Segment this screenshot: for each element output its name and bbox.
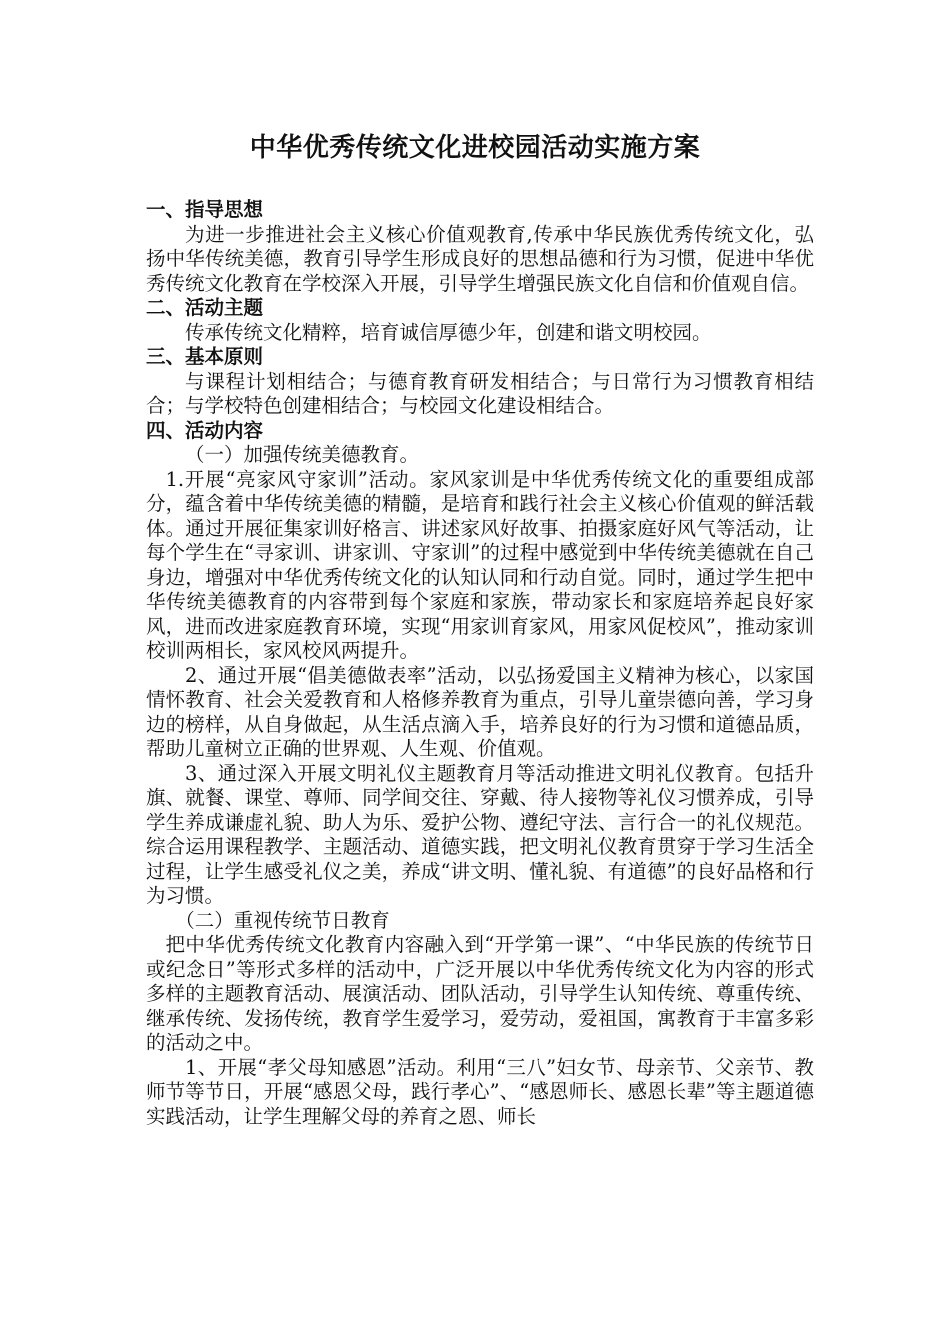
document-title: 中华优秀传统文化进校园活动实施方案 [249,133,701,163]
paragraph-filial-gratitude: 1、开展“孝父母知感恩”活动。利用“三八”妇女节、母亲节、父亲节、教师节等节日，开展“感恩父母，践行孝心”、“感恩师长、感恩长辈”等主题道德实践活动，让学生理解父母的养育之恩、师长 [146,1055,814,1128]
section-heading-guiding-ideology: 一、指导思想 [146,198,264,221]
subheading-festival-education: （二）重视传统节日教育 [175,908,390,932]
paragraph-festival-integration: 把中华优秀传统文化教育内容融入到“开学第一课”、“中华民族的传统节日或纪念日”等形式多样的活动中，广泛开展以中华优秀传统文化为内容的形式多样的主题教育活动、展演活动、团队活动，引导学生认知传统、尊重传统、继承传统、发扬传统，教育学生爱学习，爱劳动，爱祖国，寓教育于丰富多彩的活动之中。 [146,933,814,1054]
subheading-virtue-education: （一）加强传统美德教育。 [185,443,420,466]
paragraph-virtue-model: 2、通过开展“倡美德做表率”活动，以弘扬爱国主义精神为核心，以家国情怀教育、社会关爱教育和人格修养教育为重点，引导儿童崇德向善，学习身边的榜样，从自身做起，从生活点滴入手，培养良好的行为习惯和道德品质，帮助儿童树立正确的世界观、人生观、价值观。 [146,663,814,760]
paragraph-basic-principles: 与课程计划相结合；与德育教育研发相结合；与日常行为习惯教育相结合；与学校特色创建相结合；与校园文化建设相结合。 [146,369,814,417]
section-heading-basic-principles: 三、基本原则 [146,345,264,368]
paragraph-activity-theme: 传承传统文化精粹，培育诚信厚德少年，创建和谐文明校园。 [185,320,712,344]
paragraph-guiding-ideology: 为进一步推进社会主义核心价值观教育,传承中华民族优秀传统文化，弘扬中华传统美德，教育引导学生形成良好的思想品德和行为习惯，促进中华优秀传统文化教育在学校深入开展，引导学生增强民族文化自信和价值观自信。 [146,222,814,295]
section-heading-activity-theme: 二、活动主题 [146,296,264,319]
paragraph-family-motto: 1.开展“亮家风守家训”活动。家风家训是中华优秀传统文化的重要组成部分，蕴含着中华传统美德的精髓，是培育和践行社会主义核心价值观的鲜活载体。通过开展征集家训好格言、讲述家风好故事、拍摄家庭好风气等活动，让每个学生在“寻家训、讲家训、守家训”的过程中感觉到中华传统美德就在自己身边，增强对中华优秀传统文化的认知认同和行动自觉。同时，通过学生把中华传统美德教育的内容带到每个家庭和家族，带动家长和家庭培养起良好家风，进而改进家庭教育环境，实现“用家训育家风，用家风促校风”，推动家训校训两相长，家风校风两提升。 [146,467,814,662]
document-body [146,198,814,1129]
section-heading-activity-content: 四、活动内容 [146,418,264,442]
paragraph-etiquette-education: 3、通过深入开展文明礼仪主题教育月等活动推进文明礼仪教育。包括升旗、就餐、课堂、尊师、同学间交往、穿戴、待人接物等礼仪习惯养成，引导学生养成谦虚礼貌、助人为乐、爱护公物、遵纪守法、言行合一的礼仪规范。综合运用课程教学、主题活动、道德实践，把文明礼仪教育贯穿于学习生活全过程，让学生感受礼仪之美，养成“讲文明、懂礼貌、有道德”的良好品格和行为习惯。 [146,761,814,907]
